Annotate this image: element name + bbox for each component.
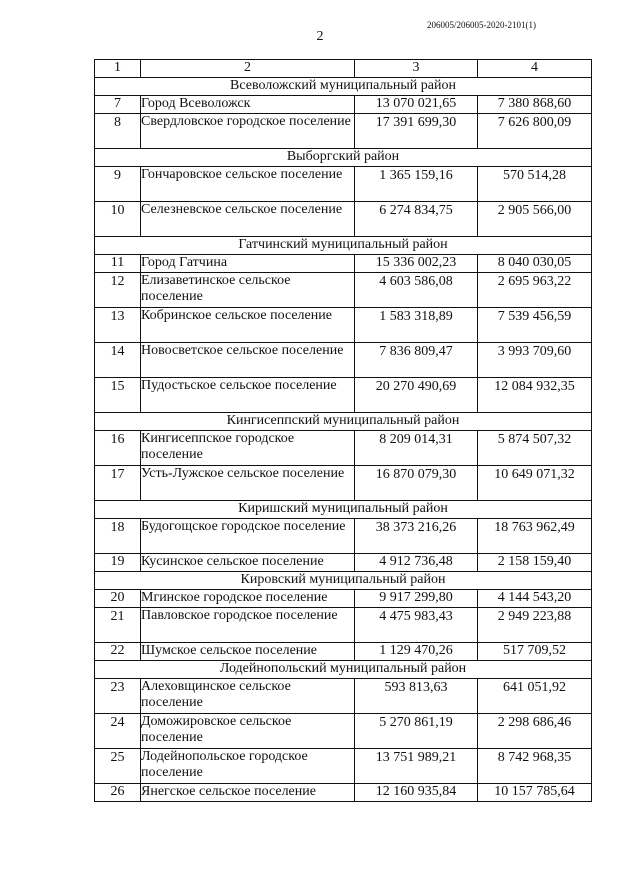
table-row xyxy=(95,378,592,413)
amount-column-3: 15 336 002,23 xyxy=(355,255,478,273)
table-row xyxy=(95,96,592,114)
amount-column-3: 4 912 736,48 xyxy=(355,554,478,572)
table-row xyxy=(95,466,592,501)
amount-column-4: 517 709,52 xyxy=(478,643,592,661)
row-number: 7 xyxy=(95,96,141,114)
section-title: Киришский муниципальный район xyxy=(95,501,592,519)
table-row xyxy=(95,431,592,466)
settlement-name: Усть-Лужское сельское поселение xyxy=(141,466,355,501)
column-header: 4 xyxy=(478,60,592,78)
section-title: Лодейнопольский муниципальный район xyxy=(95,661,592,679)
settlement-name: Город Гатчина xyxy=(141,255,355,273)
amount-column-4: 2 695 963,22 xyxy=(478,273,592,308)
row-number: 18 xyxy=(95,519,141,554)
amount-column-3: 4 603 586,08 xyxy=(355,273,478,308)
row-number: 11 xyxy=(95,255,141,273)
table-row xyxy=(95,519,592,554)
settlement-name: Доможировское сельское поселение xyxy=(141,714,355,749)
row-number: 16 xyxy=(95,431,141,466)
amount-column-3: 6 274 834,75 xyxy=(355,202,478,237)
table-row xyxy=(95,308,592,343)
amount-column-4: 3 993 709,60 xyxy=(478,343,592,378)
row-number: 21 xyxy=(95,608,141,643)
amount-column-3: 12 160 935,84 xyxy=(355,784,478,802)
amount-column-4: 7 380 868,60 xyxy=(478,96,592,114)
amount-column-4: 2 298 686,46 xyxy=(478,714,592,749)
settlement-name: Лодейнопольское городское поселение xyxy=(141,749,355,784)
section-title: Кингисеппский муниципальный район xyxy=(95,413,592,431)
section-title: Кировский муниципальный район xyxy=(95,572,592,590)
row-number: 24 xyxy=(95,714,141,749)
amount-column-4: 7 626 800,09 xyxy=(478,114,592,149)
settlement-name: Будогощское городское поселение xyxy=(141,519,355,554)
row-number: 22 xyxy=(95,643,141,661)
table-row xyxy=(95,554,592,572)
row-number: 13 xyxy=(95,308,141,343)
table-header-row xyxy=(95,60,592,78)
amount-column-4: 18 763 962,49 xyxy=(478,519,592,554)
row-number: 12 xyxy=(95,273,141,308)
amount-column-3: 38 373 216,26 xyxy=(355,519,478,554)
amount-column-3: 17 391 699,30 xyxy=(355,114,478,149)
table-row xyxy=(95,784,592,802)
amount-column-3: 13 070 021,65 xyxy=(355,96,478,114)
row-number: 8 xyxy=(95,114,141,149)
amount-column-4: 10 649 071,32 xyxy=(478,466,592,501)
row-number: 23 xyxy=(95,679,141,714)
table-row xyxy=(95,343,592,378)
table-row xyxy=(95,590,592,608)
settlement-name: Шумское сельское поселение xyxy=(141,643,355,661)
settlement-name: Янегское сельское поселение xyxy=(141,784,355,802)
table-row xyxy=(95,114,592,149)
amount-column-3: 8 209 014,31 xyxy=(355,431,478,466)
settlement-name: Кусинское сельское поселение xyxy=(141,554,355,572)
row-number: 10 xyxy=(95,202,141,237)
section-row xyxy=(95,237,592,255)
table-row xyxy=(95,255,592,273)
table-row xyxy=(95,608,592,643)
document-number: 206005/206005-2020-2101(1) xyxy=(427,20,536,30)
amount-column-4: 570 514,28 xyxy=(478,167,592,202)
amount-column-3: 7 836 809,47 xyxy=(355,343,478,378)
amount-column-3: 13 751 989,21 xyxy=(355,749,478,784)
column-header: 2 xyxy=(141,60,355,78)
column-header: 3 xyxy=(355,60,478,78)
settlement-name: Кобринское сельское поселение xyxy=(141,308,355,343)
section-row xyxy=(95,501,592,519)
section-row xyxy=(95,78,592,96)
section-row xyxy=(95,661,592,679)
amount-column-3: 9 917 299,80 xyxy=(355,590,478,608)
table-row xyxy=(95,643,592,661)
settlement-name: Алеховщинское сельское поселение xyxy=(141,679,355,714)
section-title: Гатчинский муниципальный район xyxy=(95,237,592,255)
amount-column-4: 2 905 566,00 xyxy=(478,202,592,237)
table-row xyxy=(95,273,592,308)
settlement-name: Кингисеппское городское поселение xyxy=(141,431,355,466)
table-body xyxy=(95,78,592,802)
settlement-name: Елизаветинское сельское поселение xyxy=(141,273,355,308)
settlement-name: Новосветское сельское поселение xyxy=(141,343,355,378)
page-number: 2 xyxy=(316,29,324,44)
table-row xyxy=(95,167,592,202)
row-number: 25 xyxy=(95,749,141,784)
table-row xyxy=(95,202,592,237)
amount-column-4: 7 539 456,59 xyxy=(478,308,592,343)
settlement-name: Гончаровское сельское поселение xyxy=(141,167,355,202)
row-number: 26 xyxy=(95,784,141,802)
amount-column-3: 5 270 861,19 xyxy=(355,714,478,749)
section-title: Всеволожский муниципальный район xyxy=(95,78,592,96)
amount-column-4: 8 040 030,05 xyxy=(478,255,592,273)
row-number: 14 xyxy=(95,343,141,378)
amount-column-3: 20 270 490,69 xyxy=(355,378,478,413)
row-number: 20 xyxy=(95,590,141,608)
amount-column-3: 1 365 159,16 xyxy=(355,167,478,202)
section-row xyxy=(95,149,592,167)
column-header: 1 xyxy=(95,60,141,78)
settlement-name: Селезневское сельское поселение xyxy=(141,202,355,237)
row-number: 9 xyxy=(95,167,141,202)
table-row xyxy=(95,714,592,749)
settlements-table xyxy=(94,59,592,802)
settlement-name: Пудостьское сельское поселение xyxy=(141,378,355,413)
table-row xyxy=(95,749,592,784)
amount-column-3: 16 870 079,30 xyxy=(355,466,478,501)
amount-column-3: 1 583 318,89 xyxy=(355,308,478,343)
amount-column-4: 2 158 159,40 xyxy=(478,554,592,572)
section-row xyxy=(95,572,592,590)
row-number: 17 xyxy=(95,466,141,501)
amount-column-4: 10 157 785,64 xyxy=(478,784,592,802)
settlement-name: Город Всеволожск xyxy=(141,96,355,114)
amount-column-4: 2 949 223,88 xyxy=(478,608,592,643)
amount-column-4: 12 084 932,35 xyxy=(478,378,592,413)
amount-column-4: 641 051,92 xyxy=(478,679,592,714)
amount-column-3: 593 813,63 xyxy=(355,679,478,714)
settlement-name: Павловское городское поселение xyxy=(141,608,355,643)
amount-column-4: 5 874 507,32 xyxy=(478,431,592,466)
settlement-name: Мгинское городское поселение xyxy=(141,590,355,608)
section-row xyxy=(95,413,592,431)
amount-column-3: 1 129 470,26 xyxy=(355,643,478,661)
row-number: 15 xyxy=(95,378,141,413)
amount-column-4: 4 144 543,20 xyxy=(478,590,592,608)
settlement-name: Свердловское городское поселение xyxy=(141,114,355,149)
table-row xyxy=(95,679,592,714)
row-number: 19 xyxy=(95,554,141,572)
section-title: Выборгский район xyxy=(95,149,592,167)
amount-column-4: 8 742 968,35 xyxy=(478,749,592,784)
amount-column-3: 4 475 983,43 xyxy=(355,608,478,643)
